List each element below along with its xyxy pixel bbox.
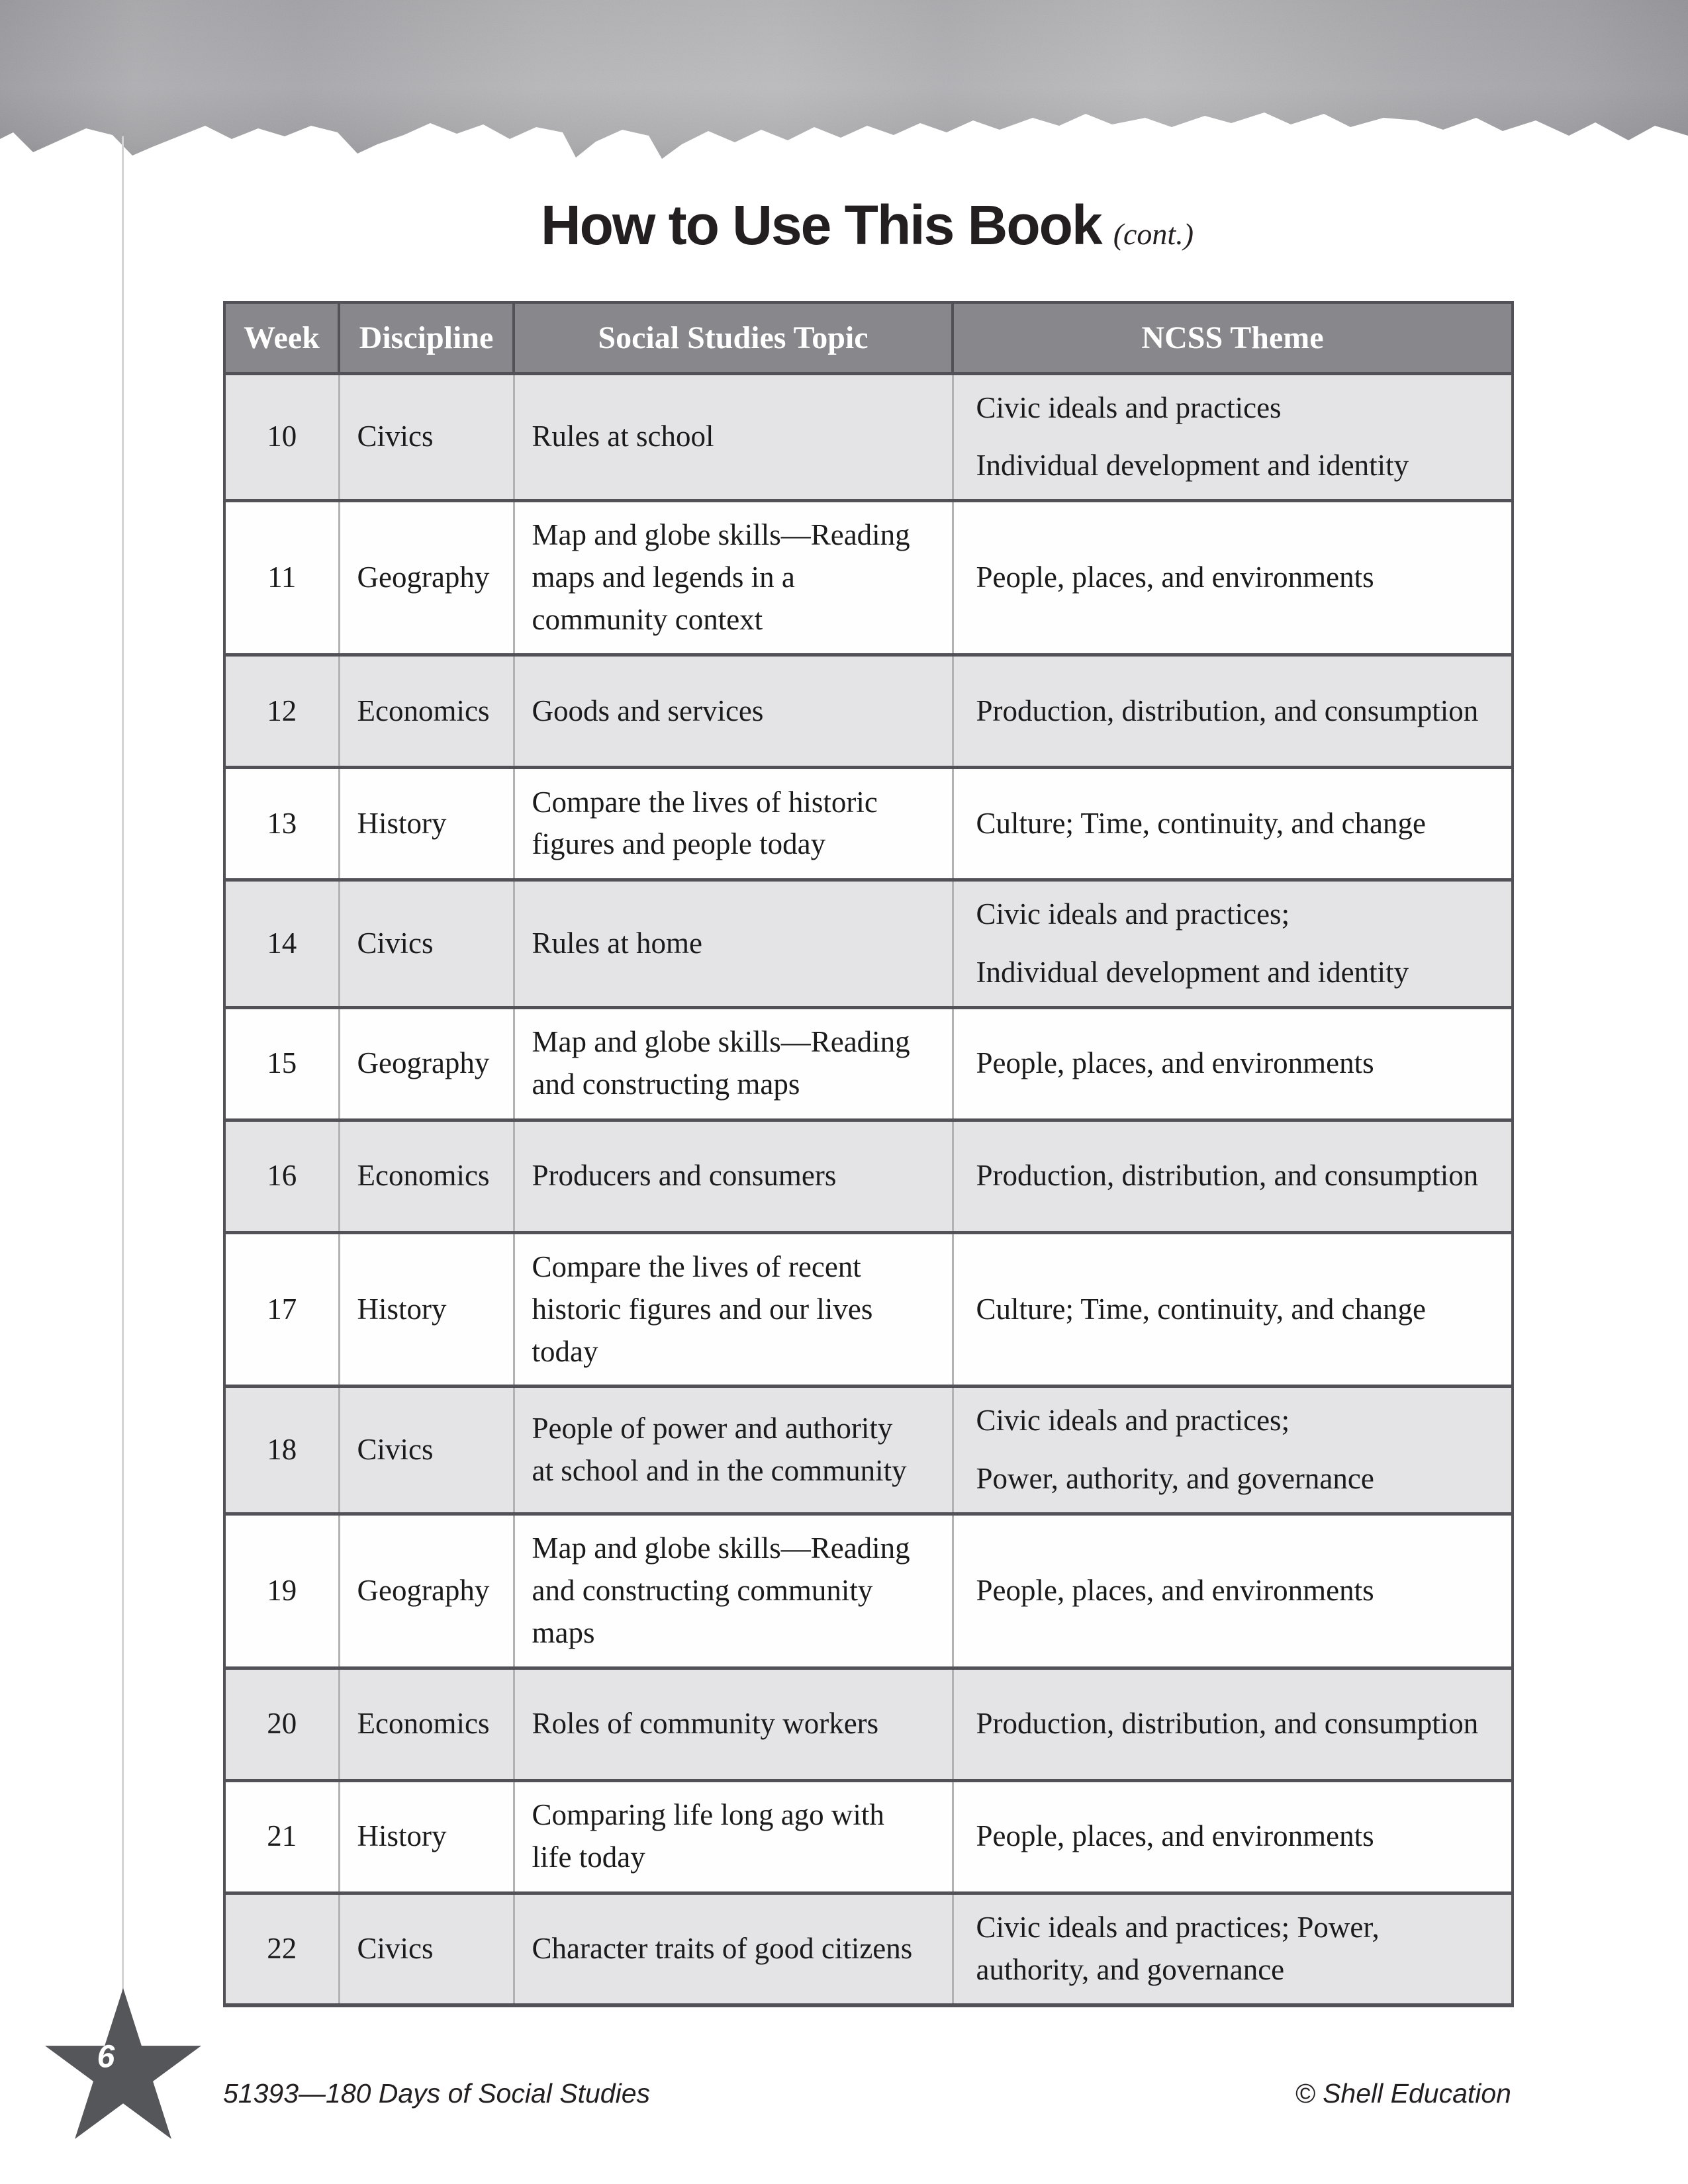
header-row xyxy=(224,302,1513,373)
topic-cell: Character traits of good citizens xyxy=(514,1893,953,2005)
discipline-cell: History xyxy=(339,767,514,880)
week-cell: 21 xyxy=(224,1780,339,1893)
table-row xyxy=(224,767,1513,880)
discipline-cell: Civics xyxy=(339,1893,514,2005)
topic-cell: Producers and consumers xyxy=(514,1120,953,1232)
theme-line: People, places, and environments xyxy=(976,1574,1374,1608)
week-cell: 10 xyxy=(224,373,339,501)
topic-cell: Rules at school xyxy=(514,373,953,501)
topic-cell: Rules at home xyxy=(514,880,953,1007)
footer-right: © Shell Education xyxy=(1295,2078,1511,2109)
topic-cell: Comparing life long ago with life today xyxy=(514,1780,953,1893)
torn-paper-band xyxy=(0,0,1688,172)
header-week: Week xyxy=(224,302,339,373)
topic-cell: Map and globe skills—Reading and constructing community maps xyxy=(514,1514,953,1668)
scope-sequence-table xyxy=(223,301,1514,2007)
discipline-cell: History xyxy=(339,1232,514,1387)
table-row xyxy=(224,373,1513,501)
week-cell: 14 xyxy=(224,880,339,1007)
week-cell: 18 xyxy=(224,1387,339,1514)
theme-line: Civic ideals and practices; Power, authority, and governance xyxy=(976,1911,1380,1987)
topic-cell: People of power and authority at school and in the community xyxy=(514,1387,953,1514)
table-row xyxy=(224,1780,1513,1893)
theme-cell xyxy=(953,880,1513,1007)
topic-cell: Map and globe skills—Reading maps and legends in a community context xyxy=(514,501,953,655)
table-row xyxy=(224,1668,1513,1780)
table-row xyxy=(224,655,1513,767)
discipline-cell: Economics xyxy=(339,655,514,767)
theme-line: Production, distribution, and consumption xyxy=(976,694,1479,727)
discipline-cell: Civics xyxy=(339,1387,514,1514)
theme-cell xyxy=(953,1514,1513,1668)
week-cell: 13 xyxy=(224,767,339,880)
table-row xyxy=(224,1514,1513,1668)
theme-line: People, places, and environments xyxy=(976,1819,1374,1853)
week-cell: 17 xyxy=(224,1232,339,1387)
table-row xyxy=(224,1387,1513,1514)
theme-line: Civic ideals and practices; xyxy=(976,1404,1290,1437)
topic-cell: Compare the lives of historic figures and people today xyxy=(514,767,953,880)
table-body xyxy=(224,373,1513,2005)
theme-line: Power, authority, and governance xyxy=(976,1462,1374,1496)
discipline-cell: Civics xyxy=(339,880,514,1007)
theme-cell xyxy=(953,1387,1513,1514)
page-title xyxy=(223,193,1511,257)
discipline-cell: Economics xyxy=(339,1668,514,1780)
table-row xyxy=(224,1007,1513,1120)
theme-cell xyxy=(953,767,1513,880)
page-footer xyxy=(223,2078,1511,2109)
theme-cell xyxy=(953,1893,1513,2005)
table-row xyxy=(224,501,1513,655)
theme-cell xyxy=(953,1668,1513,1780)
week-cell: 11 xyxy=(224,501,339,655)
discipline-cell: Economics xyxy=(339,1120,514,1232)
week-cell: 22 xyxy=(224,1893,339,2005)
discipline-cell: Geography xyxy=(339,1007,514,1120)
theme-line: Production, distribution, and consumption xyxy=(976,1707,1479,1741)
theme-cell xyxy=(953,1232,1513,1387)
header-discipline: Discipline xyxy=(339,302,514,373)
theme-cell xyxy=(953,501,1513,655)
discipline-cell: Civics xyxy=(339,373,514,501)
page-number-star xyxy=(45,1988,201,2139)
week-cell: 15 xyxy=(224,1007,339,1120)
table-row xyxy=(224,1893,1513,2005)
topic-cell: Roles of community workers xyxy=(514,1668,953,1780)
theme-line: Civic ideals and practices xyxy=(976,390,1282,424)
theme-cell xyxy=(953,1120,1513,1232)
spine-line xyxy=(122,136,124,1991)
header-ncss-theme: NCSS Theme xyxy=(953,302,1513,373)
title-cont-suffix: (cont.) xyxy=(1113,217,1194,251)
theme-cell xyxy=(953,1780,1513,1893)
theme-cell xyxy=(953,655,1513,767)
table-row xyxy=(224,880,1513,1007)
topic-cell: Map and globe skills—Reading and constructing maps xyxy=(514,1007,953,1120)
discipline-cell: Geography xyxy=(339,1514,514,1668)
table-row xyxy=(224,1232,1513,1387)
week-cell: 20 xyxy=(224,1668,339,1780)
week-cell: 12 xyxy=(224,655,339,767)
header-topic: Social Studies Topic xyxy=(514,302,953,373)
table-row xyxy=(224,1120,1513,1232)
theme-cell xyxy=(953,1007,1513,1120)
page-number: 6 xyxy=(97,2039,115,2075)
topic-cell: Goods and services xyxy=(514,655,953,767)
discipline-cell: History xyxy=(339,1780,514,1893)
theme-line: People, places, and environments xyxy=(976,1046,1374,1080)
footer-left: 51393—180 Days of Social Studies xyxy=(223,2078,651,2109)
theme-line: Civic ideals and practices; xyxy=(976,897,1290,931)
theme-line: Culture; Time, continuity, and change xyxy=(976,806,1427,840)
theme-line: Production, distribution, and consumption xyxy=(976,1159,1479,1193)
week-cell: 19 xyxy=(224,1514,339,1668)
topic-cell: Compare the lives of recent historic figures and our lives today xyxy=(514,1232,953,1387)
theme-line: People, places, and environments xyxy=(976,561,1374,594)
theme-line: Culture; Time, continuity, and change xyxy=(976,1292,1427,1326)
title-text: How to Use This Book xyxy=(540,194,1102,256)
theme-line: Individual development and identity xyxy=(976,955,1409,989)
theme-line: Individual development and identity xyxy=(976,449,1409,482)
discipline-cell: Geography xyxy=(339,501,514,655)
scope-sequence-table-wrap xyxy=(223,301,1511,2007)
theme-cell xyxy=(953,373,1513,501)
week-cell: 16 xyxy=(224,1120,339,1232)
